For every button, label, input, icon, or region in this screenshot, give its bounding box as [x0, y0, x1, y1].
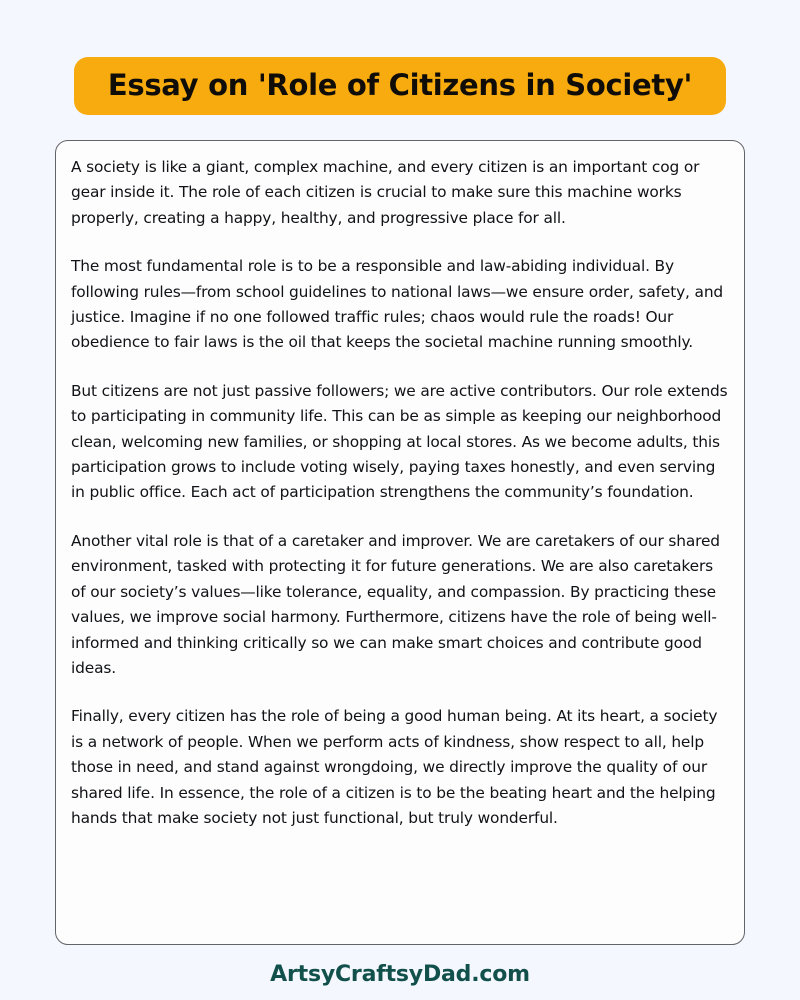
- brand-watermark: ArtsyCraftsyDad.com: [270, 962, 530, 987]
- page-title: Essay on 'Role of Citizens in Society': [107, 68, 693, 103]
- essay-body: [71, 155, 728, 831]
- essay-paragraph-3: But citizens are not just passive followers; we are active contributors. Our role extends to participating in community life. This can be as simple as keeping our neighborhood clean, welcoming new families, or shopping at local stores. As we become adults, this participation grows to include voting wisely, paying taxes honestly, and even serving in public office. Each act of participation strengthens the community’s foundation.: [71, 381, 728, 502]
- essay-paragraph-2: The most fundamental role is to be a responsible and law-abiding individual. By following rules—from school guidelines to national laws—we ensure order, safety, and justice. Imagine if no one followed traffic rules; chaos would rule the roads! Our obedience to fair laws is the oil that keeps the societal machine running smoothly.: [71, 257, 724, 352]
- essay-card: [55, 140, 745, 945]
- essay-paragraph-5: Finally, every citizen has the role of being a good human being. At its heart, a society is a network of people. When we perform acts of kindness, show respect to all, help those in need, and stand against wrongdoing, we directly improve the quality of our shared life. In essence, the role of a citizen is to be the beating heart and the helping hands that make society not just functional, but truly wonderful.: [71, 707, 718, 827]
- essay-paragraph-4: Another vital role is that of a caretaker and improver. We are caretakers of our shared environment, tasked with protecting it for future generations. We are also caretakers of our society’s values—like tolerance, equality, and compassion. By practicing these values, we improve social harmony. Furthermore, citizens have the role of being well-informed and thinking critically so we can make smart choices and contribute good ideas.: [71, 531, 720, 677]
- footer: [0, 962, 800, 987]
- title-banner: [74, 57, 726, 115]
- essay-paragraph-1: A society is like a giant, complex machine, and every citizen is an important cog or gear inside it. The role of each citizen is crucial to make sure this machine works properly, creating a happy, healthy, and progressive place for all.: [71, 158, 700, 227]
